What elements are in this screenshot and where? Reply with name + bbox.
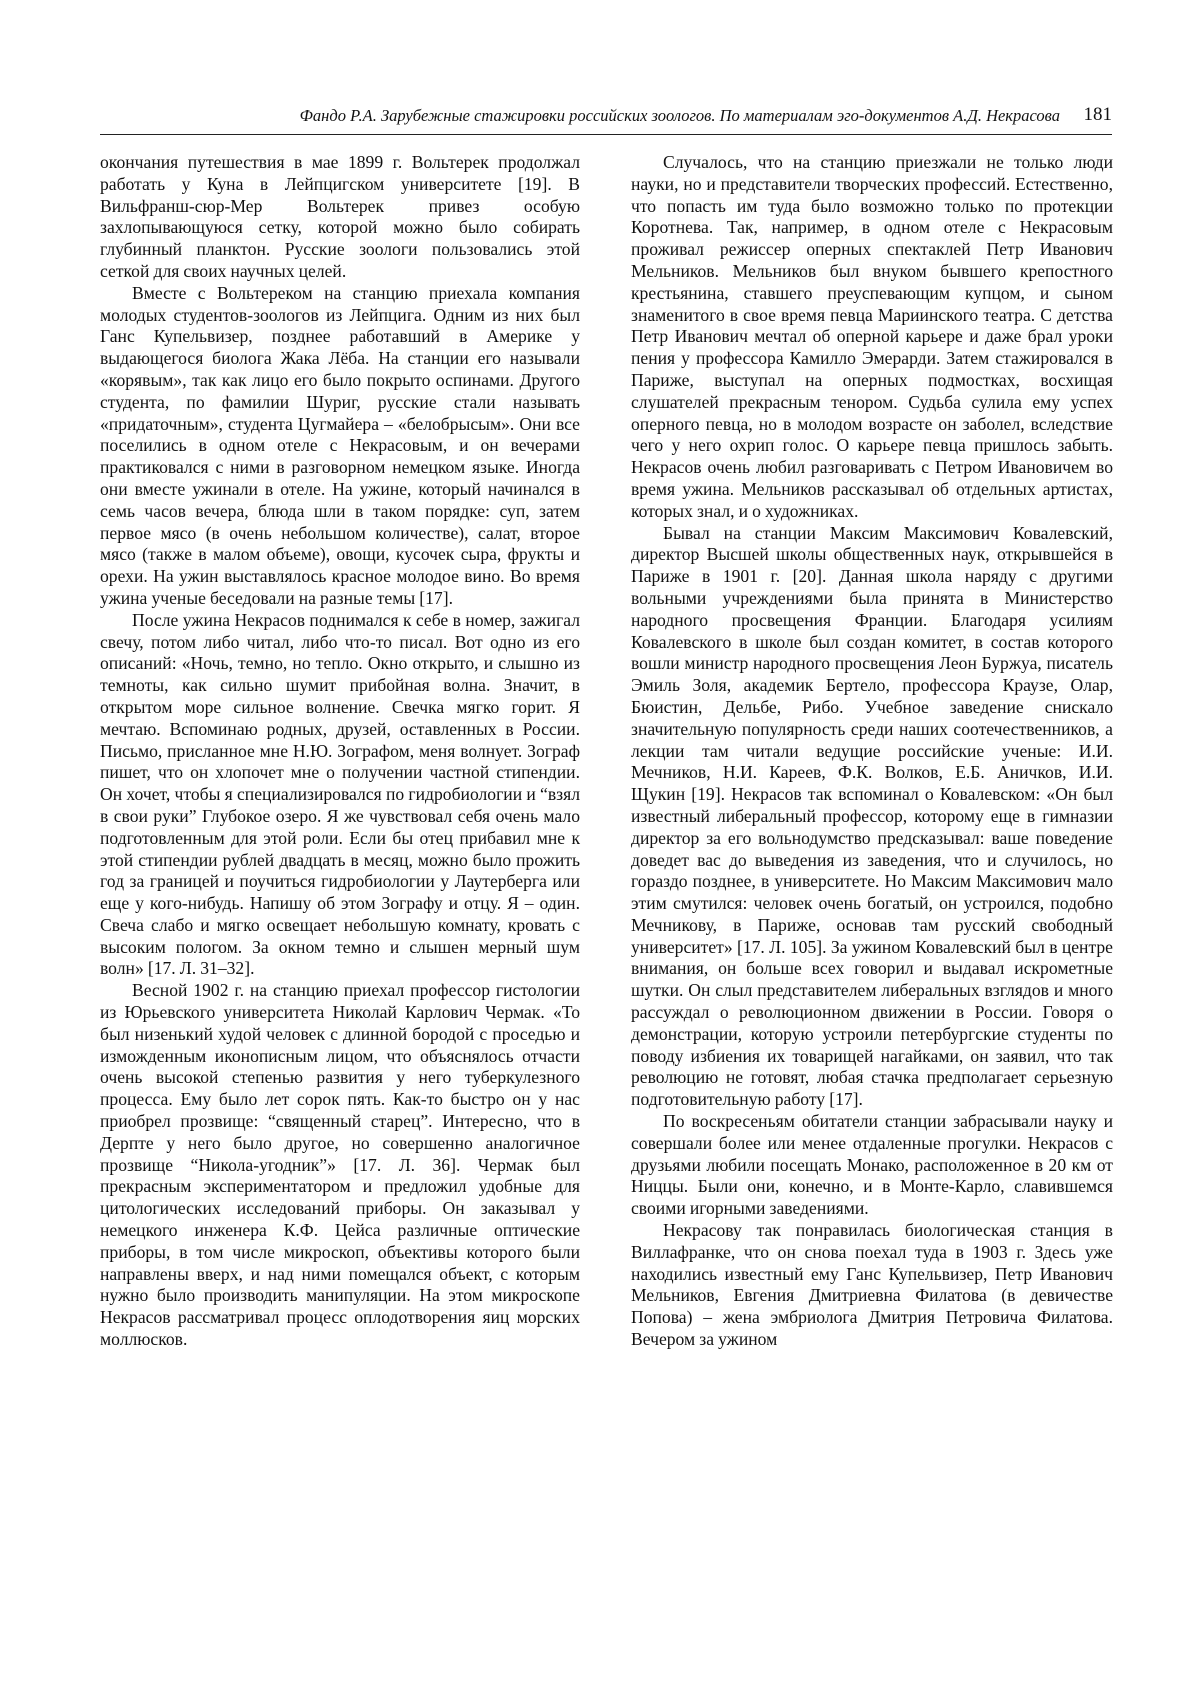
paragraph: Вместе с Вольтереком на станцию приехала компания молодых студентов-зоологов из Лейпцига. Одним из них был Ганс Купельвизер, позднее работавший в Америке у выдающегося биолога Жака Лёба. На станции его называли «корявым», так как лицо его было покрыто оспинами. Другого студента, по фамилии Шуриг, русские стали называть «придаточным», студента Цугмайера – «белобрысым». Они все поселились в одном отеле с Некрасовым, и он вечерами практиковался с ними в разговорном немецком языке. Иногда они вместе ужинали в отеле. На ужине, который начинался в семь часов вечера, блюда шли в таком порядке: суп, затем первое мясо (в очень небольшом количестве), салат, второе мясо (также в малом объеме), овощи, кусочек сыра, фрукты и орехи. На ужин выставлялось красное молодое вино. Во время ужина ученые беседовали на разные темы [17]. <box>100 282 580 608</box>
paragraph: окончания путешествия в мае 1899 г. Вольтерек продолжал работать у Куна в Лейпцигском университете [19]. В Вильфранш-сюр-Мер Вольтерек привез особую захлопывающуюся сетку, которой можно было собирать глубинный планктон. Русские зоологи пользовались этой сеткой для своих научных целей. <box>100 152 580 281</box>
paragraph: Весной 1902 г. на станцию приехал профессор гистологии из Юрьевского университета Николай Карлович Чермак. «То был низенький худой человек с длинной бородой с проседью и изможденным иконописным лицом, что объяснялось отчасти очень высокой степенью развития у него туберкулезного процесса. Ему было лет сорок пять. Как-то быстро он у нас приобрел прозвище: “священный старец”. Интересно, что в Дерпте у него было другое, но совершенно аналогичное прозвище “Никола-угодник”» [17. Л. 36]. Чермак был прекрасным экспериментатором и предложил удобные для цитологических исследований приборы. Он заказывал у немецкого инженера К.Ф. Цейса различные оптические приборы, в том числе микроскоп, объективы которого были направлены вверх, и над ними помещался объект, с которым нужно было производить манипуляции. На этом микроскопе Некрасов рассматривал процесс оплодотворения яиц морских моллюсков. <box>100 980 580 1350</box>
running-header <box>100 100 1112 135</box>
paragraph: После ужина Некрасов поднимался к себе в номер, зажигал свечу, потом либо читал, либо что-то писал. Вот одно из его описаний: «Ночь, темно, но тепло. Окно открыто, и слышно из темноты, как сильно шумит прибойная волна. Значит, в открытом море сильное волнение. Свечка мягко горит. Я мечтаю. Вспоминаю родных, друзей, оставленных в России. Письмо, присланное мне Н.Ю. Зографом, меня волнует. Зограф пишет, что он хлопочет мне о получении частной стипендии. Он хочет, чтобы я специализировался по гидробиологии и “взял в свои руки” Глубокое озеро. Я же чувствовал себя очень мало подготовленным для этой роли. Если бы отец прибавил мне к этой стипендии рублей двадцать в месяц, можно было прожить год за границей и поучиться гидробиологии у Лаутерберга или еще у кого-нибудь. Напишу об этом Зографу и отцу. Я – один. Свеча слабо и мягко освещает небольшую комнату, кровать с высоким пологом. За окном темно и слышен мерный шум волн» [17. Л. 31–32]. <box>100 609 580 979</box>
left-column <box>100 152 580 1351</box>
paragraph: Бывал на станции Максим Максимович Ковалевский, директор Высшей школы общественных наук, открывшейся в Париже в 1901 г. [20]. Данная школа наряду с другими вольными учреждениями была принята в Министерство народного просвещения Франции. Благодаря усилиям Ковалевского в школе был создан комитет, в состав которого вошли министр народного просвещения Леон Буржуа, писатель Эмиль Золя, академик Бертело, профессора Краузе, Олар, Бюистин, Дельбе, Рибо. Учебное заведение снискало значительную популярность среди наших соотечественников, а лекции там читали ведущие российские ученые: И.И. Мечников, Н.И. Кареев, Ф.К. Волков, Е.Б. Аничков, И.И. Щукин [19]. Некрасов так вспоминал о Ковалевском: «Он был известный либеральный профессор, которому еще в гимназии директор за его вольнодумство предсказывал: ваше поведение доведет вас до выведения из заведения, что и случилось, но гораздо позднее, в университете. Но Максим Максимович мало этим смутился: человек очень богатый, он устроился, подобно Мечникову, в Париже, основав там русский свободный университет» [17. Л. 105]. За ужином Ковалевский был в центре внимания, он больше всех говорил и выдавал искрометные шутки. Он слыл представителем либеральных взглядов и много рассуждал о революционном движении в России. Говоря о демонстрации, которую устроили петербургские студенты по поводу избиения их товарищей нагайками, он заявил, что так революцию не готовят, любая стачка предполагает серьезную подготовительную работу [17]. <box>631 522 1113 1110</box>
paragraph: Некрасову так понравилась биологическая станция в Виллафранке, что он снова поехал туда в 1903 г. Здесь уже находились известный ему Ганс Купельвизер, Петр Иванович Мельников, Евгения Дмитриевна Филатова (в девичестве Попова) – жена эмбриолога Дмитрия Петровича Филатова. Вечером за ужином <box>631 1220 1113 1350</box>
right-column <box>631 152 1113 1351</box>
page-number: 181 <box>1083 104 1112 125</box>
running-header-title: Фандо Р.А. Зарубежные стажировки российских зоологов. По материалам эго-документов А.Д. Некрасова <box>299 106 1060 125</box>
paragraph: По воскресеньям обитатели станции забрасывали науку и совершали более или менее отдаленные прогулки. Некрасов с друзьями любили посещать Монако, расположенное в 20 км от Ниццы. Были они, конечно, и в Монте-Карло, славившемся своими игорными заведениями. <box>631 1111 1113 1219</box>
paragraph: Случалось, что на станцию приезжали не только люди науки, но и представители творческих профессий. Естественно, что попасть им туда было возможно только по протекции Коротнева. Так, например, в одном отеле с Некрасовым проживал режиссер оперных спектаклей Петр Иванович Мельников. Мельников был внуком бывшего крепостного крестьянина, ставшего преуспевающим купцом, и сыном знаменитого в свое время певца Мариинского театра. С детства Петр Иванович мечтал об оперной карьере и даже брал уроки пения у профессора Камилло Эмерарди. Затем стажировался в Париже, выступал на оперных подмостках, восхищая слушателей прекрасным тенором. Судьба сулила ему успех оперного певца, но в молодом возрасте он заболел, вследствие чего у него охрип голос. О карьере певца пришлось забыть. Некрасов очень любил разговаривать с Петром Ивановичем во время ужина. Мельников рассказывал об отдельных артистах, которых знал, и о художниках. <box>631 152 1113 521</box>
